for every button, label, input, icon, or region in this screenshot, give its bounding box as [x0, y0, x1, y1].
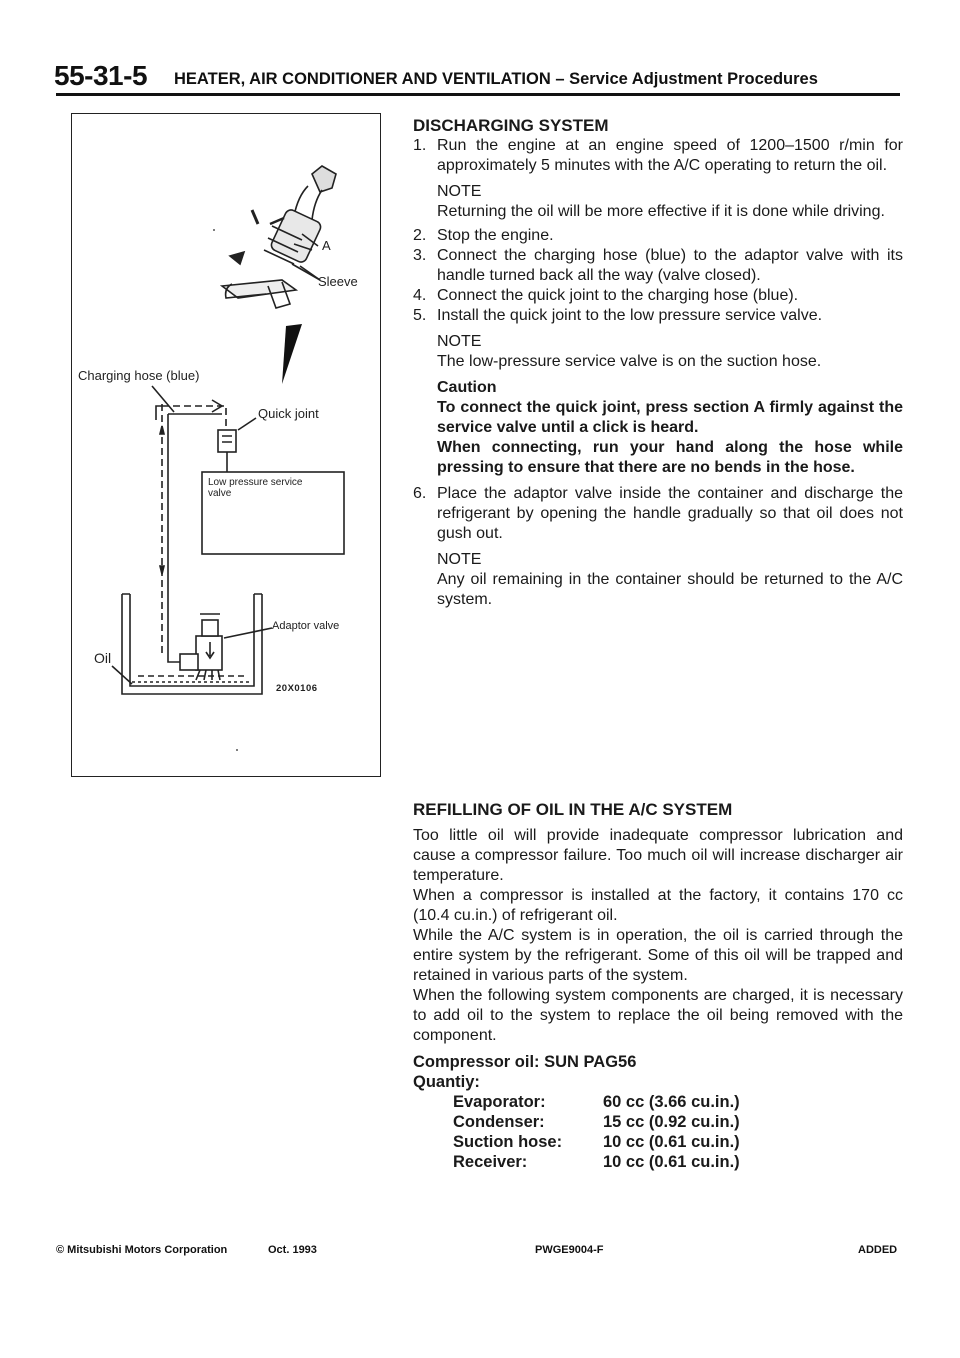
discharging-heading: DISCHARGING SYSTEM	[413, 116, 609, 135]
quantity-value: 10 cc (0.61 cu.in.)	[603, 1153, 740, 1171]
discharge-diagram	[72, 114, 382, 778]
footer-status: ADDED	[858, 1244, 898, 1256]
footer-company: © Mitsubishi Motors Corporation	[56, 1244, 228, 1256]
quantity-name: Receiver:	[453, 1153, 528, 1171]
step-number: 1.	[413, 137, 427, 154]
footer-date: Oct. 1993	[268, 1244, 317, 1256]
note-text: Any oil remaining in the container should be returned to the A/C system.	[437, 571, 903, 608]
label-oil: Oil	[94, 650, 112, 666]
label-quick-joint: Quick joint	[258, 406, 319, 421]
step-6	[413, 484, 903, 544]
label-low-pressure-valve-2: valve	[208, 488, 232, 499]
quantity-label: Quantiy:	[413, 1073, 480, 1091]
page-header	[0, 0, 960, 100]
caution-text: To connect the quick joint, press section A firmly against the service valve until a click is heard.	[437, 399, 903, 436]
label-sleeve: Sleeve	[318, 274, 358, 289]
step-text: Stop the engine.	[437, 227, 554, 244]
refilling-heading: REFILLING OF OIL IN THE A/C SYSTEM	[413, 800, 733, 819]
step-5	[413, 306, 903, 326]
figure-code: 20X0106	[276, 683, 318, 694]
page-number: 55-31-5	[54, 60, 148, 91]
paragraph: When the following system components are charged, it is necessary to add oil to the system to replace the oil being removed with the component.	[413, 987, 903, 1044]
oil-spec: Compressor oil: SUN PAG56	[413, 1053, 637, 1071]
quantity-value: 60 cc (3.66 cu.in.)	[603, 1093, 740, 1111]
paragraph: While the A/C system is in operation, the oil is carried through the entire system by the refrigerant. Some of this oil will be trapped and retained in various parts of the system.	[413, 927, 903, 984]
note-label: NOTE	[437, 551, 482, 568]
quantity-value: 10 cc (0.61 cu.in.)	[603, 1133, 740, 1151]
step-text: Run the engine at an engine speed of 1200–1500 r/min for approximately 5 minutes with the A/C operating to return the oil.	[437, 137, 903, 174]
label-a: A	[322, 238, 331, 253]
quantity-name: Condenser:	[453, 1113, 545, 1131]
paragraph: Too little oil will provide inadequate compressor lubrication and cause a compressor failure. Too much oil will increase discharger air temperature.	[413, 827, 903, 884]
step-number: 4.	[413, 287, 427, 304]
footer-code: PWGE9004-F	[535, 1244, 604, 1256]
step-text: Connect the quick joint to the charging hose (blue).	[437, 287, 799, 304]
step-number: 5.	[413, 307, 427, 324]
step-3	[413, 246, 903, 286]
page-title: HEATER, AIR CONDITIONER AND VENTILATION – Service Adjustment Procedures	[174, 70, 818, 88]
step-text: Place the adaptor valve inside the container and discharge the refrigerant by opening the handle gradually so that oil does not gush out.	[437, 485, 903, 542]
refilling-section	[413, 800, 903, 1172]
step-1	[413, 136, 903, 176]
caution-label: Caution	[437, 379, 497, 396]
label-adaptor-valve: Adaptor valve	[272, 620, 340, 632]
note-label: NOTE	[437, 183, 482, 200]
quantity-name: Suction hose:	[453, 1133, 563, 1151]
label-low-pressure-valve-1: Low pressure service	[208, 477, 303, 488]
step-number: 3.	[413, 247, 427, 264]
step-number: 6.	[413, 485, 427, 502]
step-text: Connect the charging hose (blue) to the adaptor valve with its handle turned back all the way (valve closed).	[437, 247, 903, 284]
quantity-value: 15 cc (0.92 cu.in.)	[603, 1113, 740, 1131]
paragraph: When a compressor is installed at the factory, it contains 170 cc (10.4 cu.in.) of refrigerant oil.	[413, 887, 903, 924]
step-number: 2.	[413, 227, 427, 244]
note-label: NOTE	[437, 333, 482, 350]
step-text: Install the quick joint to the low pressure service valve.	[437, 307, 823, 324]
note-text: The low-pressure service valve is on the suction hose.	[437, 353, 822, 370]
header-rule	[56, 93, 900, 96]
quantity-name: Evaporator:	[453, 1093, 546, 1111]
step-2	[413, 226, 903, 246]
discharge-setup-figure	[71, 113, 381, 777]
note-text: Returning the oil will be more effective if it is done while driving.	[437, 203, 885, 220]
label-charging-hose: Charging hose (blue)	[78, 368, 200, 383]
quantity-table	[413, 1092, 903, 1172]
caution-text: When connecting, run your hand along the hose while pressing to ensure that there are no bends in the hose.	[437, 439, 903, 476]
step-4	[413, 286, 903, 306]
discharging-section	[413, 116, 903, 610]
